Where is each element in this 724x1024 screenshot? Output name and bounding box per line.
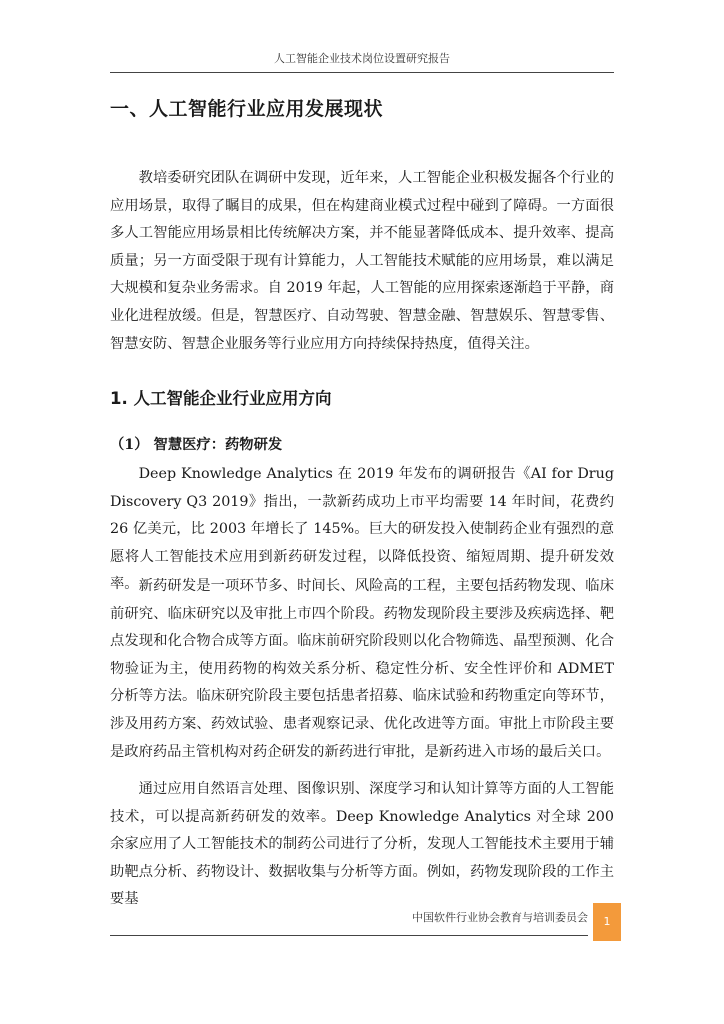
page-number-badge: 1 — [593, 903, 621, 941]
body-paragraph: 新药研发是一项环节多、时间长、风险高的工程，主要包括药物发现、临床前研究、临床研究以及审批上市四个阶段。药物发现阶段主要涉及疾病选择、靶点发现和化合物合成等方面。临床前研究阶段则以化合物筛选、晶型预测、化合物验证为主，使用药物的构效关系分析、稳定性分析、安全性评价和 ADMET 分析等方法。临床研究阶段主要包括患者招募、临床试验和药物重定向等环节，涉及用药方案、药效试验、患者观察记录、优化改进等方面。审批上市阶段主要是政府药品主管机构对药企研发的新药进行审批，是新药进入市场的最后关口。 — [110, 578, 614, 760]
body-paragraph: Deep Knowledge Analytics 在 2019 年发布的调研报告《AI for Drug Discovery Q3 2019》指出，一款新药成功上市平均需要 14 年时间，花费约 26 亿美元，比 2003 年增长了 145%。巨大的研发投入使制药企业有强烈的意愿将人工智能技术应用到新药研发过程，以降低投资、缩短周期、提升研发效率。 — [110, 466, 614, 593]
subsection-title: 1. 人工智能企业行业应用方向 — [110, 389, 332, 408]
item-title: （1） 智慧医疗：药物研发 — [110, 437, 283, 453]
intro-paragraph: 教培委研究团队在调研中发现，近年来，人工智能企业积极发掘各个行业的应用场景，取得了瞩目的成果，但在构建商业模式过程中碰到了障碍。一方面很多人工智能应用场景相比传统解决方案，并不能显著降低成本、提升效率、提高质量；另一方面受限于现有计算能力，人工智能技术赋能的应用场景，难以满足大规模和复杂业务需求。自 2019 年起，人工智能的应用探索逐渐趋于平静，商业化进程放缓。但是，智慧医疗、自动驾驶、智慧金融、智慧娱乐、智慧零售、智慧安防、智慧企业服务等行业应用方向持续保持热度，值得关注。 — [110, 170, 614, 352]
body-paragraph: 通过应用自然语言处理、图像识别、深度学习和认知计算等方面的人工智能技术，可以提高新药研发的效率。Deep Knowledge Analytics 对全球 200 余家应用了人工智能技术的制药公司进行了分析，发现人工智能技术主要用于辅助靶点分析、药物设计、数据收集与分析等方面。例如，药物发现阶段的工作主要基 — [110, 781, 614, 908]
footer-divider — [110, 935, 588, 936]
header-divider — [110, 72, 614, 73]
running-header: 人工智能企业技术岗位设置研究报告 — [274, 52, 450, 65]
footer-organization: 中国软件行业协会教育与培训委员会 — [412, 911, 588, 924]
section-title: 一、人工智能行业应用发展现状 — [110, 98, 384, 120]
